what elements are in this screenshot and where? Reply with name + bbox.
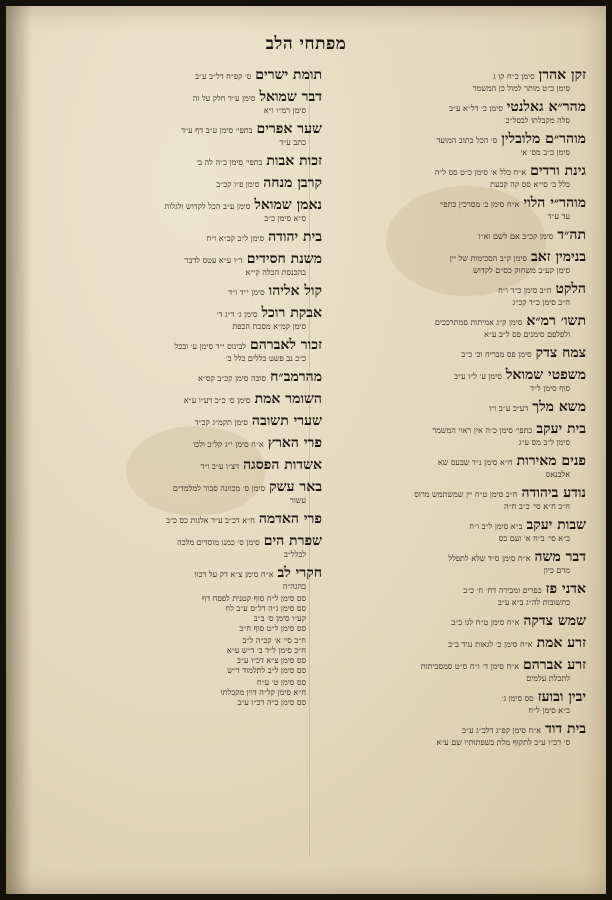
entry-reference: סימן קע״ב משחוק כס״ם לקדוש xyxy=(473,266,570,275)
entry-reference: א״ח סימן קפ״ג דלכ״ג ע״ב xyxy=(462,726,542,735)
index-entry xyxy=(42,594,322,634)
index-entry xyxy=(291,654,586,684)
index-entry xyxy=(42,678,322,708)
entry-reference: סימן ס׳ כ״כ דע״ו ע״א xyxy=(183,396,251,405)
entry-reference: סימן ל״ב קכ״א ו״ח xyxy=(206,234,265,243)
entry-reference: סימן קכ״ב אם לשם וא״ו xyxy=(478,232,554,241)
entry-reference: בהגה״ה xyxy=(282,582,306,591)
index-entry xyxy=(42,366,322,386)
entry-reference: בהכנסת הכלה קי״א xyxy=(245,268,306,277)
entry-reference: סימן קמ״א מסכת הכפת xyxy=(232,322,306,331)
index-entry xyxy=(291,610,586,630)
index-entry xyxy=(42,388,322,408)
entry-reference: כתשובות לה״ג ב״א ע״ב xyxy=(497,598,570,607)
index-entry xyxy=(291,632,586,652)
index-entry xyxy=(291,310,586,340)
entry-reference: ח״ב סי׳ א׳ קכ״ה ל״ב xyxy=(242,636,306,645)
entry-title: יבין ובועז xyxy=(537,689,586,705)
entry-reference: סס סימן ג״ה דל״ס ע״ב לח xyxy=(225,604,306,613)
entry-reference: א״ח סימן ט״ח לגו ב״ב xyxy=(451,618,520,627)
entry-title: תשו׳ רמ״א xyxy=(526,313,586,329)
entry-title: זכור לאברהם xyxy=(249,337,322,353)
entry-title: שער אפרים xyxy=(256,121,322,137)
index-entry xyxy=(42,118,322,148)
entry-reference: אלבנאס xyxy=(545,470,570,479)
index-entry xyxy=(42,280,322,300)
entry-reference: סימן ס׳ כמנו מוסדים מלכה xyxy=(177,538,260,547)
entry-reference: סימן ג׳ ד״ג ד׳ xyxy=(216,310,258,319)
index-entry xyxy=(42,334,322,364)
page-title: מפתחי הלב xyxy=(265,34,347,54)
index-entry xyxy=(291,396,586,416)
entry-reference: סלה מקבלתו לבסל״כ xyxy=(505,116,570,125)
entry-reference: ד״ו ע״א עטס לדבר xyxy=(184,256,243,265)
entry-reference: ס׳ דכ״ו ע״ב לתקוף מלת בשפתותיו שם ע״א xyxy=(436,738,570,747)
index-entry xyxy=(291,364,586,394)
entry-title: זקן אהרן xyxy=(538,67,586,83)
index-entry xyxy=(42,248,322,278)
entry-title: פנים מאירות xyxy=(516,453,586,469)
entry-reference: סוכה סימן קכ״ב קס״א xyxy=(198,374,267,383)
index-entry xyxy=(42,530,322,560)
entry-title: שמש צדקה xyxy=(523,613,586,629)
entry-reference: מרם כיון xyxy=(543,566,570,575)
entry-title: קרבן מנחה xyxy=(263,175,322,191)
entry-reference: ס׳ קפ״ח דל״ב ע״ב xyxy=(195,72,252,81)
entry-reference: סס סימן ל״ט סוף ח״ב xyxy=(239,624,306,633)
index-entry xyxy=(42,226,322,246)
entry-reference: א״ח סימן צ״א דק על דכוו xyxy=(194,570,274,579)
index-entry xyxy=(291,546,586,576)
entry-reference: סימן כ״ט מותר למול כן המשמר xyxy=(472,84,570,93)
entry-reference: ח״כ סימן ל״ד ב׳ ד״ש ע״א xyxy=(226,646,306,655)
entry-title: פרי האדמה xyxy=(258,511,322,527)
entry-title: תומת ישרים xyxy=(255,67,322,83)
entry-reference: לכלל״ב xyxy=(283,550,306,559)
index-entry xyxy=(291,64,586,94)
entry-reference: ב״א סי׳ ב״ח א׳ ועם כס xyxy=(498,534,570,543)
entry-title: תה״ד xyxy=(557,227,586,243)
entry-title: משנת חסידים xyxy=(246,251,322,267)
index-entry xyxy=(42,636,322,676)
entry-reference: בתפי׳ סימן כ״ה לה ב׳ xyxy=(196,158,263,167)
entry-reference: סימן תקמ״ג קכ״ד xyxy=(194,418,248,427)
entry-reference: כפרים ומכירה דח׳ ח׳ כ״ב xyxy=(463,586,542,595)
index-entry xyxy=(291,192,586,222)
entry-title: באר עשק xyxy=(269,479,322,495)
entry-title: שפרת הים xyxy=(263,533,322,549)
entry-reference: לבינוס י״ד סימן ע׳ ובכל xyxy=(174,342,246,351)
entry-reference: ולפלפם סימנים פס ל״ב ע״א xyxy=(484,330,570,339)
entry-title: אשדות הפסגה xyxy=(243,457,322,473)
entry-reference: א״ח כלל א׳ סימן כ״ט סס ל״ה xyxy=(434,168,527,177)
index-entry xyxy=(291,96,586,126)
entry-reference: ח״ב סימן כ״ד קכ״ג xyxy=(512,298,570,307)
entry-title: משא מלך xyxy=(532,399,586,415)
index-entry xyxy=(291,514,586,544)
entry-title: גינת ורדים xyxy=(530,163,586,179)
entry-reference: עשור xyxy=(289,496,306,505)
entry-reference: סוף סימן ל״ד xyxy=(530,384,570,393)
entry-title: שבות יעקב xyxy=(526,517,586,533)
index-entry xyxy=(42,86,322,116)
entry-title: בית יעקב xyxy=(536,421,586,437)
entry-reference: קע״ו סימן ס׳ ב״ב xyxy=(253,614,306,623)
entry-reference: סימן פס מבריח וכ׳ כ״ב xyxy=(461,350,532,359)
entry-reference: סס סימן כ״ה דכ״ו ע״ב xyxy=(237,698,306,707)
right-column xyxy=(291,64,586,750)
entry-reference: כלל ב׳ סי״א סס קה קבעת xyxy=(490,180,570,189)
index-entry xyxy=(291,450,586,480)
entry-reference: כתב ע״ד xyxy=(279,138,306,147)
entry-reference: דע״כ ע״ב ו״ו xyxy=(489,404,529,413)
entry-reference: סס סימן ט׳ ע״ח xyxy=(256,678,306,687)
entry-reference: סימן ס׳ מכוונה סבור למלמדים xyxy=(172,484,266,493)
entry-reference: סס סימן ל״ח סוף קטנית לפסח דף xyxy=(202,594,306,603)
entry-title: מוהר״י הלוי xyxy=(523,195,586,211)
entry-reference: ס׳ הכל כתוב המועד xyxy=(436,136,498,145)
entry-reference: א״ח סימן כ׳ מסרכין כתפי׳ xyxy=(439,200,520,209)
index-entry xyxy=(42,410,322,430)
entry-title: אדני פז xyxy=(545,581,586,597)
entry-title: השומר אמת xyxy=(254,391,322,407)
index-entry xyxy=(42,454,322,474)
entry-title: צמח צדק xyxy=(535,345,586,361)
entry-reference: ב״א סימן ל״ח xyxy=(528,706,570,715)
index-entry xyxy=(291,578,586,608)
entry-title: מהרמב״ח xyxy=(270,369,322,385)
index-entry xyxy=(291,128,586,158)
entry-title: זרע אברהם xyxy=(523,657,586,673)
index-entry xyxy=(291,482,586,512)
entry-reference: בתפי׳ סימן ע״ב דף ע״ד xyxy=(181,126,253,135)
index-entry xyxy=(42,508,322,528)
entry-title: דבר משה xyxy=(534,549,586,565)
index-entry xyxy=(291,224,586,244)
left-column xyxy=(42,64,322,710)
entry-title: משפטי שמואל xyxy=(505,367,586,383)
index-entry xyxy=(291,342,586,362)
index-entry xyxy=(42,432,322,452)
entry-title: דבר שמואל xyxy=(259,89,322,105)
entry-reference: א״ח סימן ד׳ ו״ח ס״ט סמסכיתות xyxy=(420,662,520,671)
entry-title: נודע ביהודה xyxy=(521,485,586,501)
entry-title: בנימין זאב xyxy=(530,249,586,265)
index-entry xyxy=(291,278,586,308)
index-entry xyxy=(291,160,586,190)
index-entry xyxy=(42,150,322,170)
entry-title: פרי הארץ xyxy=(267,435,322,451)
entry-reference: סס סימן ל״ב לתלמוד ד״ש xyxy=(227,666,306,675)
index-entry xyxy=(42,194,322,224)
entry-reference: דצ״ו ע״ב ו״ד xyxy=(200,462,240,471)
entry-reference: סימן ל״ב מס ע״ג xyxy=(518,438,570,447)
entry-reference: סימן כ׳ דל״א ע״ב xyxy=(449,104,503,113)
index-entry xyxy=(42,302,322,332)
entry-title: זכות אבות xyxy=(266,153,322,169)
entry-reference: ח״א דכ״ב ע״ד אלגות כס כ״ב xyxy=(166,516,255,525)
entry-reference: א״ח סימן ס״ד שלא לתפלל xyxy=(448,554,531,563)
entry-reference: סימן ק״ג אמיתות סמתרככים xyxy=(434,318,523,327)
entry-reference: ח״א סימן נ״ד שבעס שא xyxy=(437,458,513,467)
index-entry xyxy=(291,686,586,716)
entry-reference: א״ח סימן י״ג קל״ב ולכו xyxy=(193,440,264,449)
entry-reference: סימן פ״ו קכ״ב xyxy=(216,180,260,189)
entry-title: חקרי לב xyxy=(277,565,322,581)
entry-reference: ח״ב סימן ט״ח יין שמשתמש מרוס xyxy=(414,490,518,499)
entry-reference: סס סימן ג׳ xyxy=(501,694,534,703)
entry-title: בית דוד xyxy=(545,721,586,737)
entry-title: אבקת רוכל xyxy=(261,305,322,321)
entry-reference: ח״א סימן קל״ה דוין מקבלתו xyxy=(220,688,306,697)
entry-reference: סס סימן צ״א דכ״ו ע״ב xyxy=(237,656,306,665)
index-entry xyxy=(291,418,586,448)
entry-reference: כתפי׳ סימן כ״ה אין ראוי המשמר xyxy=(432,426,533,435)
entry-reference: ב״א סימן ל״ב ו״ח xyxy=(469,522,523,531)
entry-title: הלקט xyxy=(555,281,586,297)
entry-title: מוהר״ם מלובלין xyxy=(501,131,586,147)
entry-reference: לתכלת עלמים xyxy=(526,674,570,683)
index-entry xyxy=(291,246,586,276)
entry-reference: עד ע״ד xyxy=(547,212,570,221)
entry-title: בית יהודה xyxy=(268,229,322,245)
entry-title: מהר״א גאלנטי xyxy=(506,99,586,115)
index-entry xyxy=(42,562,322,592)
entry-reference: סימן ע״ד חלק על זה xyxy=(192,94,256,103)
entry-reference: סימן ע״ב הכל לקדוש ולגלות xyxy=(164,202,251,211)
index-entry xyxy=(42,476,322,506)
entry-reference: סימן י״ד ו״ד xyxy=(228,288,265,297)
document-page xyxy=(6,6,606,894)
entry-reference: כ״ב נב פשט כללים כלל ב׳ xyxy=(225,354,306,363)
index-entry xyxy=(291,718,586,748)
index-entry xyxy=(42,172,322,192)
entry-reference: סימן כ״ח קו ג xyxy=(492,72,535,81)
entry-reference: סימן רמ״ו ו״א xyxy=(263,106,306,115)
entry-title: נאמן שמואל xyxy=(254,197,322,213)
entry-reference: ח״ב סימן כ״ד ו״ח xyxy=(498,286,552,295)
index-entry xyxy=(42,64,322,84)
entry-reference: סימן ק״ב הסכימות של יין xyxy=(449,254,527,263)
page-fold-shadow xyxy=(6,6,32,894)
entry-reference: סימן ע׳ ל״ו ע״ב xyxy=(454,372,502,381)
entry-title: זרע אמת xyxy=(536,635,586,651)
entry-reference: ס״א סימן כ״ב xyxy=(264,214,306,223)
entry-reference: סימן כ״ב מס׳ א׳ xyxy=(520,148,570,157)
entry-title: קול אליהו xyxy=(268,283,322,299)
entry-reference: א״ח סימן כ׳ לגאות נגיד ב״ב xyxy=(448,640,533,649)
entry-title: שערי תשובה xyxy=(251,413,322,429)
entry-reference: ח״ב ח״א סי׳ כ״ב ח״ה xyxy=(503,502,570,511)
